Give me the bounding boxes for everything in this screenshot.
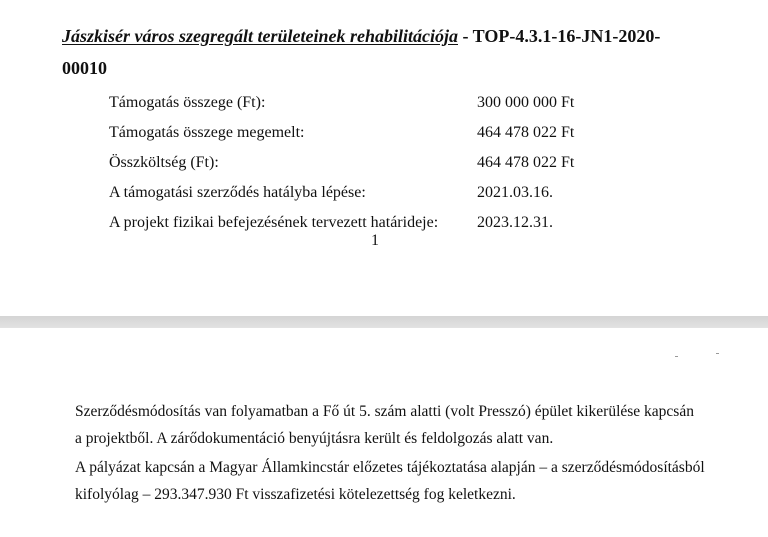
detail-value: 2023.12.31. bbox=[477, 214, 553, 231]
detail-row-contract-effective bbox=[109, 184, 669, 206]
detail-value: 464 478 022 Ft bbox=[477, 154, 575, 171]
detail-label: A támogatási szerződés hatályba lépése: bbox=[109, 184, 366, 201]
detail-label: Támogatás összege megemelt: bbox=[109, 124, 305, 141]
scan-mark bbox=[716, 353, 719, 354]
detail-label: A projekt fizikai befejezésének tervezett határideje: bbox=[109, 214, 439, 231]
detail-label: Támogatás összege (Ft): bbox=[109, 94, 266, 111]
paragraph-line: a projektből. A zárődokumentáció benyújtásra került és feldolgozás alatt van. bbox=[75, 430, 554, 447]
scan-mark bbox=[675, 356, 678, 357]
page-2 bbox=[0, 328, 768, 537]
detail-value: 300 000 000 Ft bbox=[477, 94, 575, 111]
page-number: 1 bbox=[371, 232, 379, 249]
project-title bbox=[62, 20, 702, 84]
detail-row-total-cost bbox=[109, 154, 669, 176]
paragraph-line: kifolyólag – 293.347.930 Ft visszafizetési kötelezettség fog keletkezni. bbox=[75, 486, 516, 503]
paragraph-line: A pályázat kapcsán a Magyar Államkincstár előzetes tájékoztatása alapján – a szerződésmódosításból bbox=[75, 459, 705, 476]
detail-row-support-amount bbox=[109, 94, 669, 116]
paragraph-line: Szerződésmódosítás van folyamatban a Fő út 5. szám alatti (volt Presszó) épület kikerülése kapcsán bbox=[75, 403, 694, 420]
paragraph-repayment bbox=[75, 454, 705, 508]
paragraph-contract-modification bbox=[75, 398, 695, 452]
detail-value: 2021.03.16. bbox=[477, 184, 553, 201]
project-name: Jászkisér város szegregált területeinek rehabilitációja bbox=[62, 26, 458, 46]
detail-value: 464 478 022 Ft bbox=[477, 124, 575, 141]
project-code: - TOP-4.3.1-16-JN1-2020-00010 bbox=[62, 26, 661, 78]
detail-row-support-increased bbox=[109, 124, 669, 146]
detail-row-planned-deadline bbox=[109, 214, 669, 236]
page-separator bbox=[0, 316, 768, 328]
detail-label: Összköltség (Ft): bbox=[109, 154, 219, 171]
